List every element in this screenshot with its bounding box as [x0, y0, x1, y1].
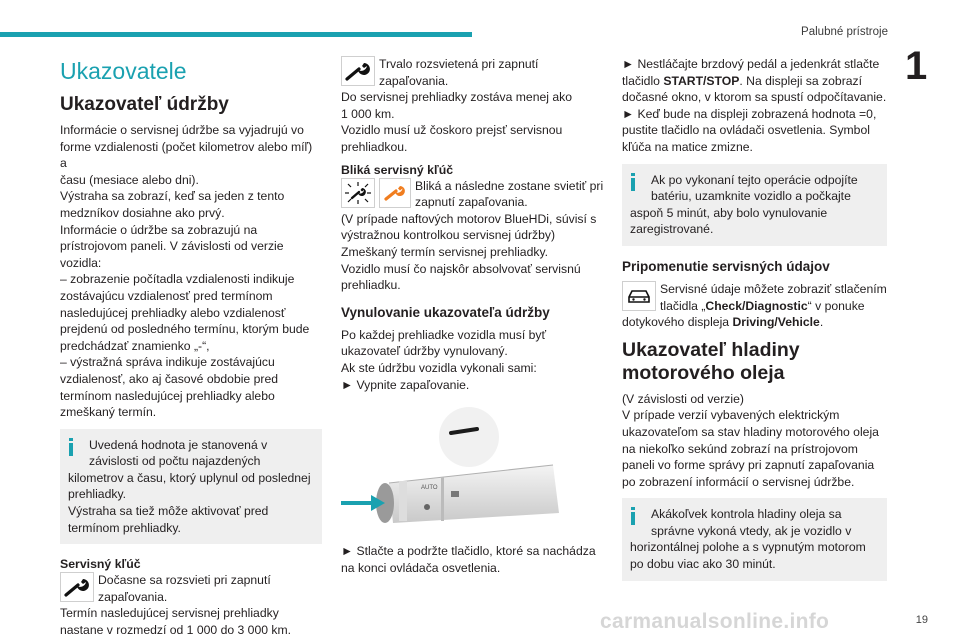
permanent-key-text: Trvalo rozsvietená pri zapnutí zapaľovania. [379, 57, 539, 88]
heading-oil-level-indicator: Ukazovateľ hladiny motorového oleja [622, 338, 800, 384]
heading-maintenance-indicator: Ukazovateľ údržby [60, 94, 229, 115]
info-icon [631, 173, 635, 191]
column-2 [341, 56, 606, 576]
heading-service-recall: Pripomenutie servisných údajov [622, 258, 830, 274]
check-diagnostic-label: Check/Diagnostic [705, 298, 808, 313]
service-key-range-text: Termín nasledujúcej servisnej prehliadky nastane v rozmedzí od 1 000 do 3 000 km. [60, 606, 292, 638]
wrench-orange-icon [379, 178, 411, 208]
press-hold-instruction: ► Stlačte a podržte tlačidlo, ktoré sa nachádza na konci ovládača osvetlenia. [341, 544, 596, 575]
section-title: Ukazovatele [60, 58, 187, 84]
permanent-key-detail: Do servisnej prehliadky zostáva menej ako 1 000 km. Vozidlo musí už čoskoro prejsť servisnou prehliadkou. [341, 90, 572, 154]
service-recall-row [622, 281, 887, 314]
recall-text-part3: dotykového displeja [622, 315, 733, 330]
info-note [60, 429, 322, 545]
car-diagnostic-icon [622, 281, 656, 311]
note-text-first: Uvedená hodnota je stanovená v závislosti od počtu najazdených [89, 437, 268, 469]
heading-service-key: Servisný kľúč [60, 557, 141, 572]
start-stop-label: START/STOP [663, 73, 740, 88]
wrench-blink-icon [341, 178, 375, 208]
wrench-icon [341, 56, 375, 86]
reset-steps-part2: . Na displeji sa zobrazí dočasné okno, v ktorom sa spustí odpočítavanie. ► Keď bude na displeji zobrazená hodnota =0, pustite tlačidlo na ovládači osvetlenia. Symbol kľúča na matice zmizne. [622, 73, 887, 154]
driving-vehicle-label: Driving/Vehicle [732, 315, 820, 330]
reset-instructions: Po každej prehliadke vozidla musí byť ukazovateľ údržby vynulovaný. Ak ste údržbu vozidla vykonali sami: ► Vypnite zapaľovanie. [341, 327, 547, 392]
maintenance-info-paragraph: Informácie o servisnej údržbe sa vyjadrujú vo forme vzdialenosti (počet kilometrov alebo míľ) a času (mesiace alebo dni). Výstraha sa zobrazí, keď sa jeden z tento medzníkov dosiahne ako prvý. Informácie o údržbe sa zobrazujú na prístrojovom paneli. V závislosti od verzie vozidla: – zobrazenie počítadla vzdialenosti indikuje zostávajúcu vzdialenosť pred termínom nasledujúcej prehliadky alebo vzdialenosť prejdenú od posledného termínu, ktorým bude predchádzať znamienko „-“, – výstražná správa indikuje zostávajúcu vzdialenosť, ako aj časové obdobie pred termínom nasledujúcej prehliadky alebo zmeškaný termín. [60, 123, 313, 420]
battery-note [622, 164, 887, 246]
battery-note-first: Ak po vykonaní tejto operácie odpojíte batériu, uzamknite vozidlo a počkajte [651, 172, 858, 204]
service-key-temporary-text: Dočasne sa rozsvieti pri zapnutí zapaľovania. [98, 573, 271, 604]
oil-note-first: Akákoľvek kontrola hladiny oleja sa správne vykoná vtedy, ak je vozidlo v [651, 507, 852, 538]
reset-steps-part1: ► Nestláčajte brzdový pedál a jedenkrát stlačte tlačidlo [622, 57, 880, 88]
watermark: carmanualsonline.info [600, 610, 830, 633]
reset-steps [622, 56, 887, 156]
column-1 [60, 58, 322, 639]
stalk-auto-label: AUTO [421, 485, 438, 492]
lighting-stalk-illustration [341, 405, 606, 535]
info-icon [69, 438, 73, 456]
blinking-key-row [341, 178, 606, 211]
info-icon [631, 507, 635, 525]
oil-check-note [622, 498, 887, 580]
page-number: 19 [915, 614, 928, 626]
column-3 [622, 56, 887, 593]
permanent-key-row [341, 56, 606, 89]
service-recall-text-cont [622, 314, 887, 331]
service-key-row [60, 572, 322, 605]
header-title: Palubné prístroje [801, 26, 888, 38]
blinking-key-text: Bliká a následne zostane svietiť pri zapnutí zapaľovania. [415, 178, 604, 210]
blinking-key-detail: (V prípade naftových motorov BlueHDi, súvisí s výstražnou kontrolkou servisnej údržby) Zmeškaný termín servisnej prehliadky. Vozidlo musí čo najskôr absolvovať servisnú prehliadku. [341, 211, 597, 293]
note-text-rest: kilometrov a času, ktorý uplynul od poslednej prehliadky. Výstraha sa tiež môže aktivovať pred termínom prehliadky. [68, 470, 311, 535]
heading-reset-indicator: Vynulovanie ukazovateľa údržby [341, 304, 550, 320]
recall-text-part2: “ v ponuke [807, 298, 865, 313]
heading-blinking-key: Bliká servisný kľúč [341, 162, 454, 177]
chapter-number: 1 [905, 44, 928, 88]
oil-note-rest: horizontálnej polohe a s vypnutým motorom po dobu viac ako 30 minút. [630, 540, 866, 572]
service-recall-text [660, 281, 887, 314]
battery-note-rest: aspoň 5 minút, aby bolo vynulovanie zaregistrované. [630, 205, 828, 237]
oil-level-text: (V závislosti od verzie) V prípade verzií vybavených elektrickým ukazovateľom sa stav hladiny motorového oleja na niekoľko sekúnd zobrazí na prístrojovom paneli vo forme správy pri zapnutí zapaľovania po zobrazení informácií o servisnej údržbe. [622, 391, 879, 489]
wrench-icon [60, 572, 94, 602]
recall-text-period: . [819, 315, 824, 330]
recall-text-part1: Servisné údaje môžete zobraziť stlačením tlačidla „ [660, 281, 887, 313]
header-accent-bar [0, 32, 472, 37]
